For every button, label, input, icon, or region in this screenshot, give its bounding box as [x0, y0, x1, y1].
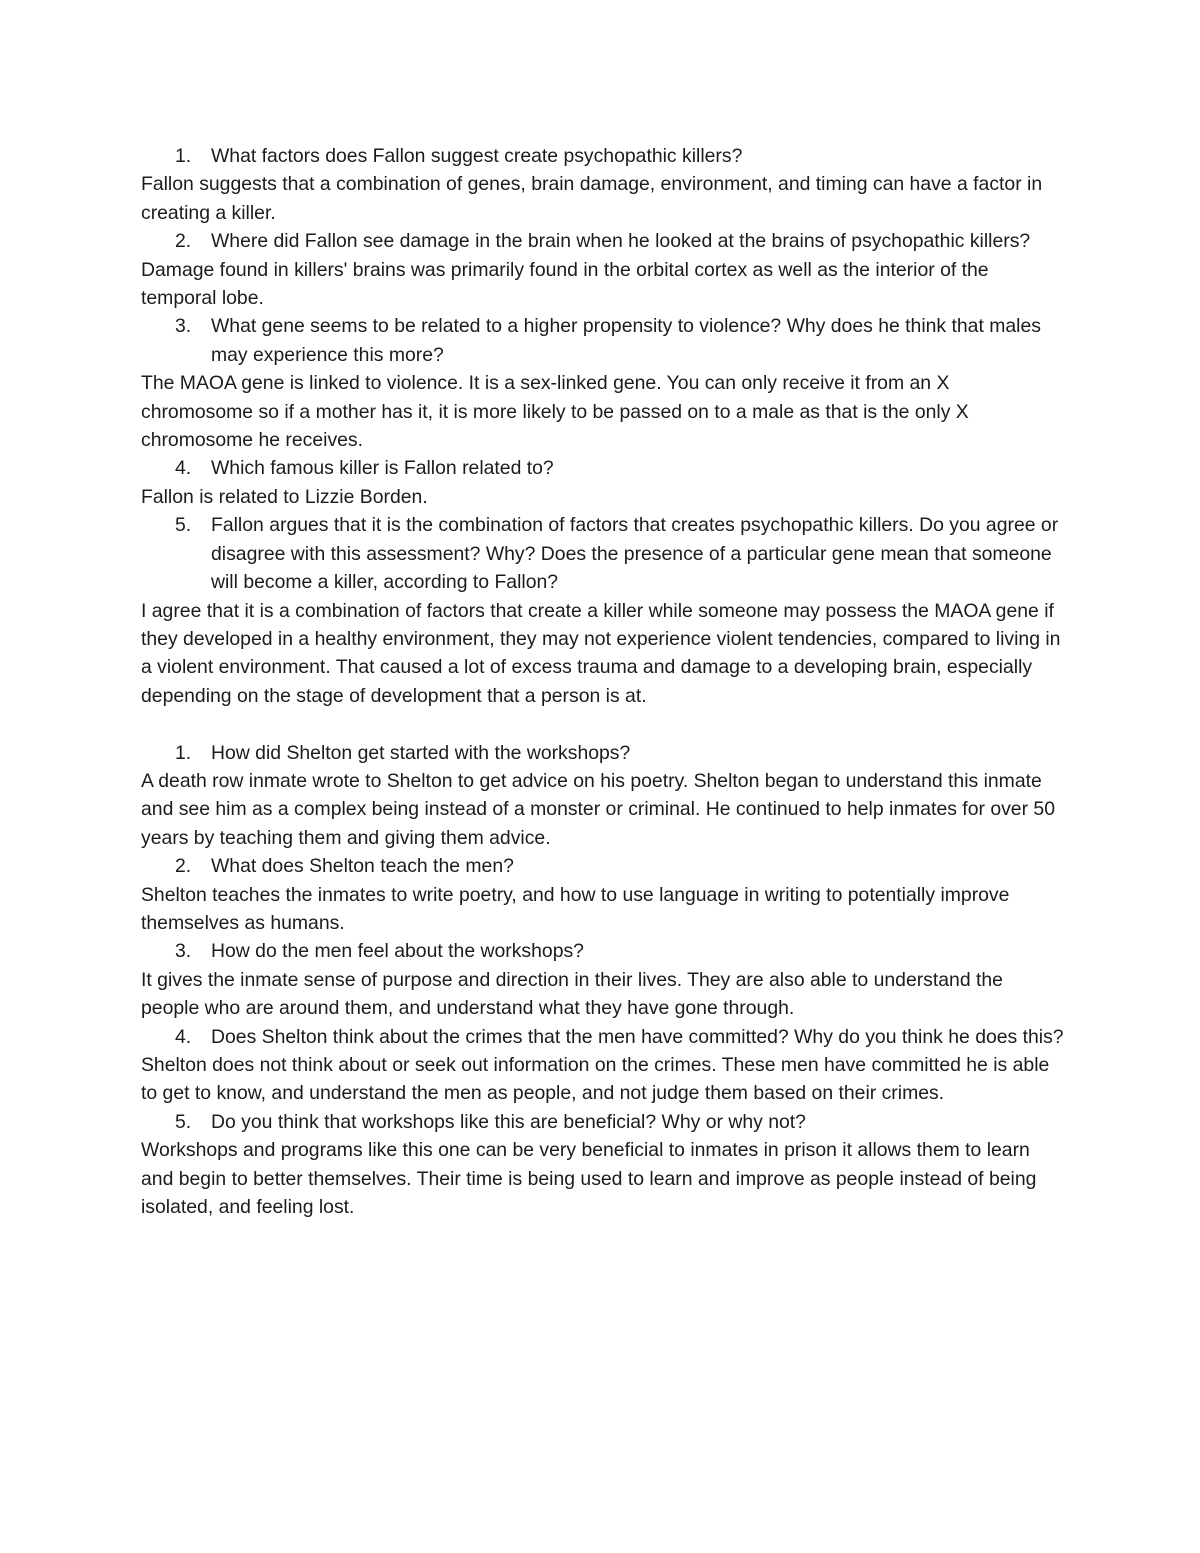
section-spacer	[141, 710, 1066, 738]
question-text: What gene seems to be related to a higher propensity to violence? Why does he think that males may experience this more?	[211, 315, 1041, 366]
answer-text: Fallon is related to Lizzie Borden.	[141, 485, 428, 508]
question-number: 5.	[175, 1110, 192, 1133]
question-text: Fallon argues that it is the combination of factors that creates psychopathic killers. Do you agree or disagree with this assessment? Why? Does the presence of a particular gene mean that someone will become a killer, according to Fallon?	[211, 514, 1059, 594]
question-text: Where did Fallon see damage in the brain when he looked at the brains of psychopathic killers?	[211, 230, 1031, 253]
question-item	[141, 142, 1066, 170]
document-body	[141, 142, 1066, 1221]
question-text: Does Shelton think about the crimes that the men have committed? Why do you think he does this?	[211, 1025, 1064, 1048]
question-item	[141, 454, 1066, 482]
question-number: 3.	[175, 315, 192, 338]
question-text: What factors does Fallon suggest create psychopathic killers?	[211, 145, 743, 167]
question-number: 4.	[175, 1025, 192, 1048]
question-number: 2.	[175, 855, 192, 878]
question-text: Do you think that workshops like this are beneficial? Why or why not?	[211, 1110, 806, 1133]
question-item	[141, 937, 1066, 965]
question-text: How do the men feel about the workshops?	[211, 940, 584, 963]
question-item	[141, 227, 1066, 255]
question-number: 4.	[175, 457, 192, 480]
answer-text: I agree that it is a combination of factors that create a killer while someone may possess the MAOA gene if they developed in a healthy environment, they may not experience violent tendencies, compared to living in a violent environment. That caused a lot of excess trauma and damage to a developing brain, especially depending on the stage of development that a person is at.	[141, 599, 1061, 707]
question-text: What does Shelton teach the men?	[211, 855, 514, 878]
question-number: 3.	[175, 940, 192, 963]
question-item	[141, 312, 1066, 369]
question-text: Which famous killer is Fallon related to?	[211, 457, 554, 480]
question-item	[141, 852, 1066, 880]
answer-text: Fallon suggests that a combination of genes, brain damage, environment, and timing can have a factor in creating a killer.	[141, 173, 1043, 224]
answer-text: Workshops and programs like this one can be very beneficial to inmates in prison it allows them to learn and begin to better themselves. Their time is being used to learn and improve as people instead of being isolated, and feeling lost.	[141, 1139, 1037, 1219]
answer-text: It gives the inmate sense of purpose and direction in their lives. They are also able to understand the people who are around them, and understand what they have gone through.	[141, 968, 1003, 1020]
answer-text: The MAOA gene is linked to violence. It is a sex-linked gene. You can only receive it from an X chromosome so if a mother has it, it is more likely to be passed on to a male as that is the only X chromosome he receives.	[141, 372, 969, 452]
question-number: 5.	[175, 514, 192, 537]
question-item	[141, 1023, 1066, 1051]
shelton-section	[141, 739, 1066, 1222]
question-number: 2.	[175, 230, 192, 253]
question-item	[141, 739, 1066, 767]
fallon-section	[141, 142, 1066, 710]
answer-text: Shelton does not think about or seek out information on the crimes. These men have committed he is able to get to know, and understand the men as people, and not judge them based on their crimes.	[141, 1053, 1050, 1105]
answer-text: A death row inmate wrote to Shelton to get advice on his poetry. Shelton began to understand this inmate and see him as a complex being instead of a monster or criminal. He continued to help inmates for over 50 years by teaching them and giving them advice.	[141, 769, 1056, 849]
question-item	[141, 1108, 1066, 1136]
question-number: 1.	[175, 145, 192, 167]
question-number: 1.	[175, 741, 192, 764]
question-text: How did Shelton get started with the workshops?	[211, 741, 631, 764]
answer-text: Shelton teaches the inmates to write poetry, and how to use language in writing to potentially improve themselves as humans.	[141, 883, 1010, 934]
answer-text: Damage found in killers' brains was primarily found in the orbital cortex as well as the interior of the temporal lobe.	[141, 258, 989, 310]
question-item	[141, 511, 1066, 596]
